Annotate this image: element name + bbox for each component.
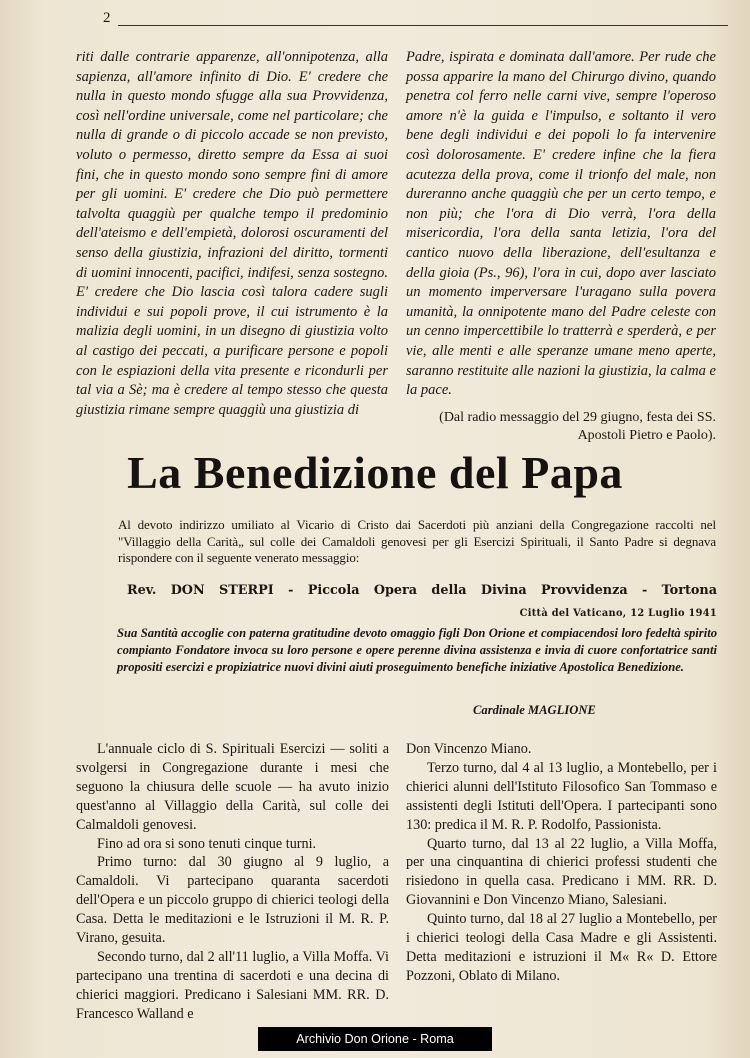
body-paragraph: Quarto turno, dal 13 al 22 luglio, a Villa Moffa, per una cinquantina di chierici professi studenti che risiedono in quella casa. Predicano i MM. RR. D. Giovannini e Don Vincenzo Miano, Salesiani. (406, 835, 717, 909)
upper-left-paragraph: riti dalle contrarie apparenze, all'onnipotenza, alla sapienza, all'amore infinito di Dio. E' credere che nulla in questo mondo sfugge alla sua Provvidenza, così nell'ordine universale, come nel particolare; che nulla di grande o di piccolo accade se non previsto, voluto o permesso, diretto sempre da Essa ai suoi fini, che in questo mondo sono sempre fini di amore per gli uomini. E' credere che Dio può permettere talvolta quaggiù per qualche tempo il predominio dell'ateismo e dell'empietà, dolorosi oscuramenti del senso della giustizia, infrazioni del diritto, tormenti di uomini innocenti, pacifici, indifesi, senza sostegno. E' credere che Dio lascia così talora cadere sugli individui e sui popoli prove, il cui istrumento è la malizia degli uomini, in un disegno di giustizia volto al castigo dei peccati, a purificare persone e popoli con le espiazioni della vita presente e ricondurli per tal via a Sè; ma è credere al tempo stesso che questa giustizia rimane sempre quaggiù una giustizia di (76, 49, 388, 418)
telegram-dateline: Città del Vaticano, 12 Luglio 1941 (519, 608, 717, 619)
telegram-message: Sua Santità accoglie con paterna gratitudine devoto omaggio figli Don Orione et compiacendosi loro fedeltà spirito compianto Fondatore invoca su loro persone e opere perenne divina assistenza e invia di cuore confortatrice santi propositi esercizi e propiziatrice nuovi divini aiuti proseguimento benefiche iniziative Apostolica Benedizione. (117, 626, 717, 674)
body-paragraph: Don Vincenzo Miano. (406, 741, 532, 757)
upper-right-column (406, 48, 716, 446)
article-headline: La Benedizione del Papa (127, 447, 623, 498)
body-paragraph: Fino ad ora si sono tenuti cinque turni. (97, 835, 317, 852)
telegram-address: Rev. DON STERPI - Piccola Opera della Divina Provvidenza - Tortona (127, 583, 717, 598)
body-paragraph: Secondo turno, dal 2 all'11 luglio, a Villa Moffa. Vi partecipano una trentina di sacerdoti e una decina di chierici maggiori. Predicano i Salesiani MM. RR. D. Francesco Walland e (76, 948, 389, 1022)
body-left-column (76, 740, 389, 1024)
upper-right-paragraph: Padre, ispirata e dominata dall'amore. Per rude che possa apparire la mano del Chirurgo divino, quando penetra col ferro nelle carni vive, sempre l'operoso amore n'è la guida e l'impulso, e soltanto il vero bene degli individui e dei popoli lo fa intervenire così dolorosamente. E' credere infine che la fiera acutezza della prova, come il trionfo del male, non dureranno anche quaggiù che per un certo tempo, e non più; che l'ora di Dio verrà, l'ora della misericordia, l'ora della santa letizia, l'ora del cantico nuovo della liberazione, dell'esultanza e della gioia (Ps., 96), l'ora in cui, dopo aver lasciato un momento imperversare l'uragano sulla povera umanità, la onnipotente mano del Padre celeste con un cenno impercettibile lo tratterrà e sperderà, e per vie, alle menti e alle speranze umane meno aperte, saranno restituite alle nazioni la giustizia, la calma e la pace. (406, 49, 716, 399)
body-paragraph: L'annuale ciclo di S. Spirituali Esercizi — soliti a svolgersi in Congregazione durante i mesi che seguono la chiusura delle scuole — ha avuto inizio quest'anno al Villaggio della Carità, sul colle dei Calmaldoli genovesi. (76, 741, 389, 833)
body-right-column (406, 740, 717, 986)
archive-label: Archivio Don Orione - Roma (258, 1027, 492, 1051)
page-number: 2 (103, 10, 111, 26)
upper-left-column (76, 48, 388, 420)
intro-paragraph: Al devoto indirizzo umiliato al Vicario di Cristo dai Sacerdoti più anziani della Congregazione raccolti nel "Villaggio della Carità„ sul colle dei Camaldoli genovesi per gli Esercizi Spirituali, il Santo Padre si degnava rispondere con il seguente venerato messaggio: (118, 517, 716, 566)
telegram-signature: Cardinale MAGLIONE (473, 703, 596, 717)
body-paragraph: Terzo turno, dal 4 al 13 luglio, a Montebello, per i chierici alunni dell'Istituto Filosofico San Tommaso e assistenti degli Istituti dell'Opera. I partecipanti sono 130: predica il M. R. P. Rodolfo, Passionista. (406, 759, 717, 833)
body-paragraph: Quinto turno, dal 18 al 27 luglio a Montebello, per i chierici teologi della Casa Madre e gli Assistenti. Detta meditazioni e istruzioni il M« R« D. Ettore Pozzoni, Oblato di Milano. (406, 911, 717, 984)
radio-message-credit: (Dal radio messaggio del 29 giugno, festa dei SS. Apostoli Pietro e Paolo). (439, 409, 716, 444)
body-paragraph: Primo turno: dal 30 giugno al 9 luglio, a Camaldoli. Vi partecipano quaranta sacerdoti dell'Opera e un piccolo gruppo di chierici teologi della Casa. Detta le meditazioni e le Istruzioni il M. R. P. Virano, gesuita. (76, 854, 389, 947)
header-rule (118, 25, 728, 26)
